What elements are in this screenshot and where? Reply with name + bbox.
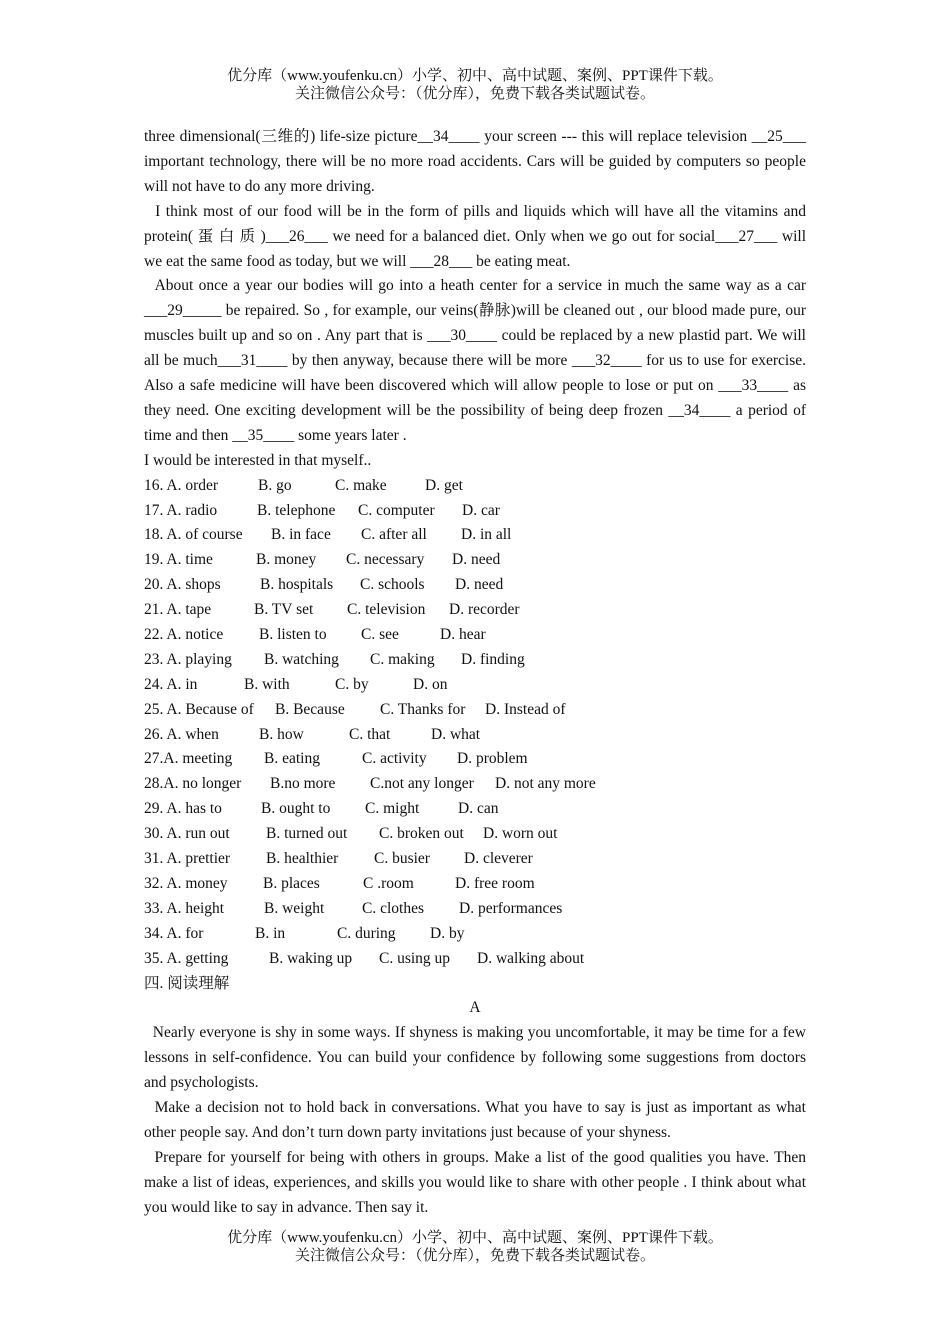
question-option-c: C. activity	[362, 750, 427, 768]
question-row	[144, 897, 806, 922]
passage-closing-line: I would be interested in that myself..	[144, 451, 372, 469]
question-option-d: D. car	[462, 501, 500, 519]
footer-line-1: 优分库（www.youfenku.cn）小学、初中、高中试题、案例、PPT课件下载。	[227, 1230, 723, 1246]
question-option-a: 27.A. meeting	[144, 750, 233, 768]
reading-paragraph-3: Prepare for yourself for being with others in groups. Make a list of the good qualities you have. Then make a list of ideas, experiences, and skills you would like to share with other people . I think about what you would like to say in advance. Then say it.	[144, 1148, 810, 1216]
question-option-b: B. money	[256, 551, 317, 569]
question-option-a: 35. A. getting	[144, 949, 229, 967]
question-option-d: D. not any more	[495, 775, 596, 793]
question-option-a: 17. A. radio	[144, 501, 218, 519]
question-row	[144, 573, 806, 598]
header-line-1: 优分库（www.youfenku.cn）小学、初中、高中试题、案例、PPT课件下载。	[227, 68, 723, 84]
question-option-a: 21. A. tape	[144, 601, 212, 619]
question-row	[144, 747, 806, 772]
question-option-c: C. schools	[360, 576, 425, 594]
question-row	[144, 548, 806, 573]
question-option-b: B. Because	[275, 700, 345, 718]
question-option-d: D. worn out	[483, 825, 558, 843]
question-option-d: D. problem	[457, 750, 528, 768]
section-title: 四. 阅读理解	[144, 974, 230, 992]
question-row	[144, 822, 806, 847]
passage-paragraph-2: I think most of our food will be in the form of pills and liquids which will have all the vitamins and protein( 蛋 白 质 )___26___ we need for a balanced diet. Only when we go out for social___27___ will we eat the same food as today, but we will ___28___ be eating meat.	[144, 202, 810, 270]
passage-paragraph-3: About once a year our bodies will go into a heath center for a service in much the same way as a car ___29_____ be repaired. So , for example, our veins(静脉)will be cleaned out , our blood made pure, our muscles built up and so on . Any part that is ___30____ could be replaced by a new plastid part. We will all be much___31____ by then anyway, because there will be more ___32____ for us to use for exercise. Also a safe medicine will have been discovered which will allow people to lose or put on ___33____ as they need. One exciting development will be the possibility of being deep frozen __34____ a period of time and then __35____ some years later .	[144, 277, 810, 444]
question-row	[144, 499, 806, 524]
question-option-b: B. in	[255, 924, 286, 942]
question-option-c: C. Thanks for	[380, 700, 466, 718]
question-option-c: C. by	[335, 675, 369, 693]
question-option-a: 33. A. height	[144, 899, 225, 917]
question-option-c: C. make	[335, 476, 387, 494]
question-option-d: D. hear	[440, 626, 486, 644]
question-option-d: D. free room	[455, 874, 535, 892]
question-option-b: B. places	[263, 874, 320, 892]
question-option-d: D. in all	[461, 526, 512, 544]
question-option-c: C. see	[361, 626, 399, 644]
part-label: A	[469, 999, 481, 1017]
question-option-a: 26. A. when	[144, 725, 219, 743]
question-option-b: B. how	[259, 725, 304, 743]
question-option-a: 34. A. for	[144, 924, 204, 942]
question-row	[144, 698, 806, 723]
question-row	[144, 474, 806, 499]
question-option-a: 22. A. notice	[144, 626, 224, 644]
question-option-b: B. hospitals	[260, 576, 334, 594]
question-option-a: 16. A. order	[144, 476, 219, 494]
question-option-c: C. might	[365, 800, 420, 818]
document-body	[144, 125, 810, 1221]
question-option-d: D. by	[430, 924, 465, 942]
question-row	[144, 648, 806, 673]
question-option-d: D. cleverer	[464, 850, 533, 868]
question-row	[144, 772, 806, 797]
question-option-a: 25. A. Because of	[144, 700, 254, 718]
question-option-d: D. what	[431, 725, 481, 743]
question-option-b: B. listen to	[259, 626, 327, 644]
question-option-c: C. broken out	[379, 825, 464, 843]
question-option-b: B. waking up	[269, 949, 353, 967]
question-option-a: 28.A. no longer	[144, 775, 242, 793]
header-line-2: 关注微信公众号：（优分库），免费下载各类试题试卷。	[294, 86, 655, 102]
question-row	[144, 523, 806, 548]
question-option-d: D. on	[413, 675, 448, 693]
question-option-a: 23. A. playing	[144, 650, 232, 668]
question-option-b: B. with	[244, 675, 290, 693]
question-option-c: C. clothes	[362, 899, 424, 917]
question-option-b: B.no more	[270, 775, 336, 793]
question-option-a: 32. A. money	[144, 874, 228, 892]
question-option-c: C. busier	[374, 850, 430, 868]
question-option-b: B. turned out	[266, 825, 348, 843]
question-option-c: C. that	[349, 725, 391, 743]
question-option-d: D. performances	[459, 899, 563, 917]
question-row	[144, 847, 806, 872]
question-option-a: 18. A. of course	[144, 526, 243, 544]
question-option-b: B. healthier	[266, 850, 339, 868]
reading-paragraph-1: Nearly everyone is shy in some ways. If shyness is making you uncomfortable, it may be time for a few lessons in self-confidence. You can build your confidence by following some suggestions from doctors and psychologists.	[144, 1024, 810, 1092]
question-option-d: D. need	[452, 551, 501, 569]
passage-paragraph-1: three dimensional(三维的) life-size picture__34____ your screen --- this will replace television __25___ important technology, there will be no more road accidents. Cars will be guided by computers so people will not have to do any more driving.	[144, 128, 806, 195]
question-option-b: B. TV set	[254, 601, 314, 619]
question-row	[144, 947, 806, 972]
question-option-b: B. weight	[264, 899, 325, 917]
question-option-b: B. go	[258, 476, 292, 494]
question-option-a: 30. A. run out	[144, 825, 230, 843]
question-row	[144, 723, 806, 748]
question-option-d: D. finding	[461, 650, 525, 668]
question-option-a: 29. A. has to	[144, 800, 222, 818]
question-option-b: B. watching	[264, 650, 339, 668]
question-option-c: C. after all	[361, 526, 427, 544]
question-option-d: D. Instead of	[485, 700, 566, 718]
question-option-a: 20. A. shops	[144, 576, 221, 594]
question-option-c: C. computer	[358, 501, 435, 519]
question-option-d: D. need	[455, 576, 504, 594]
question-row	[144, 797, 806, 822]
question-option-d: D. can	[458, 800, 499, 818]
question-option-a: 19. A. time	[144, 551, 213, 569]
question-row	[144, 598, 806, 623]
question-option-c: C. during	[337, 924, 396, 942]
question-option-a: 24. A. in	[144, 675, 198, 693]
question-option-d: D. get	[425, 476, 463, 494]
question-option-b: B. in face	[271, 526, 331, 544]
question-list	[144, 474, 806, 972]
page-header	[0, 67, 950, 103]
question-row	[144, 922, 806, 947]
question-option-c: C. making	[370, 650, 435, 668]
question-option-a: 31. A. prettier	[144, 850, 231, 868]
question-option-c: C.not any longer	[370, 775, 474, 793]
question-option-b: B. ought to	[261, 800, 331, 818]
question-row	[144, 623, 806, 648]
question-option-c: C. necessary	[346, 551, 425, 569]
footer-line-2: 关注微信公众号：（优分库），免费下载各类试题试卷。	[294, 1248, 655, 1264]
question-option-c: C .room	[363, 874, 414, 892]
page-footer	[0, 1229, 950, 1265]
question-option-b: B. eating	[264, 750, 320, 768]
question-row	[144, 673, 806, 698]
question-option-b: B. telephone	[257, 501, 336, 519]
reading-paragraph-2: Make a decision not to hold back in conversations. What you have to say is just as important as what other people say. And don’t turn down party invitations just because of your shyness.	[144, 1099, 810, 1141]
question-row	[144, 872, 806, 897]
question-option-c: C. television	[347, 601, 426, 619]
question-option-c: C. using up	[379, 949, 451, 967]
question-option-d: D. walking about	[477, 949, 585, 967]
question-option-d: D. recorder	[449, 601, 520, 619]
